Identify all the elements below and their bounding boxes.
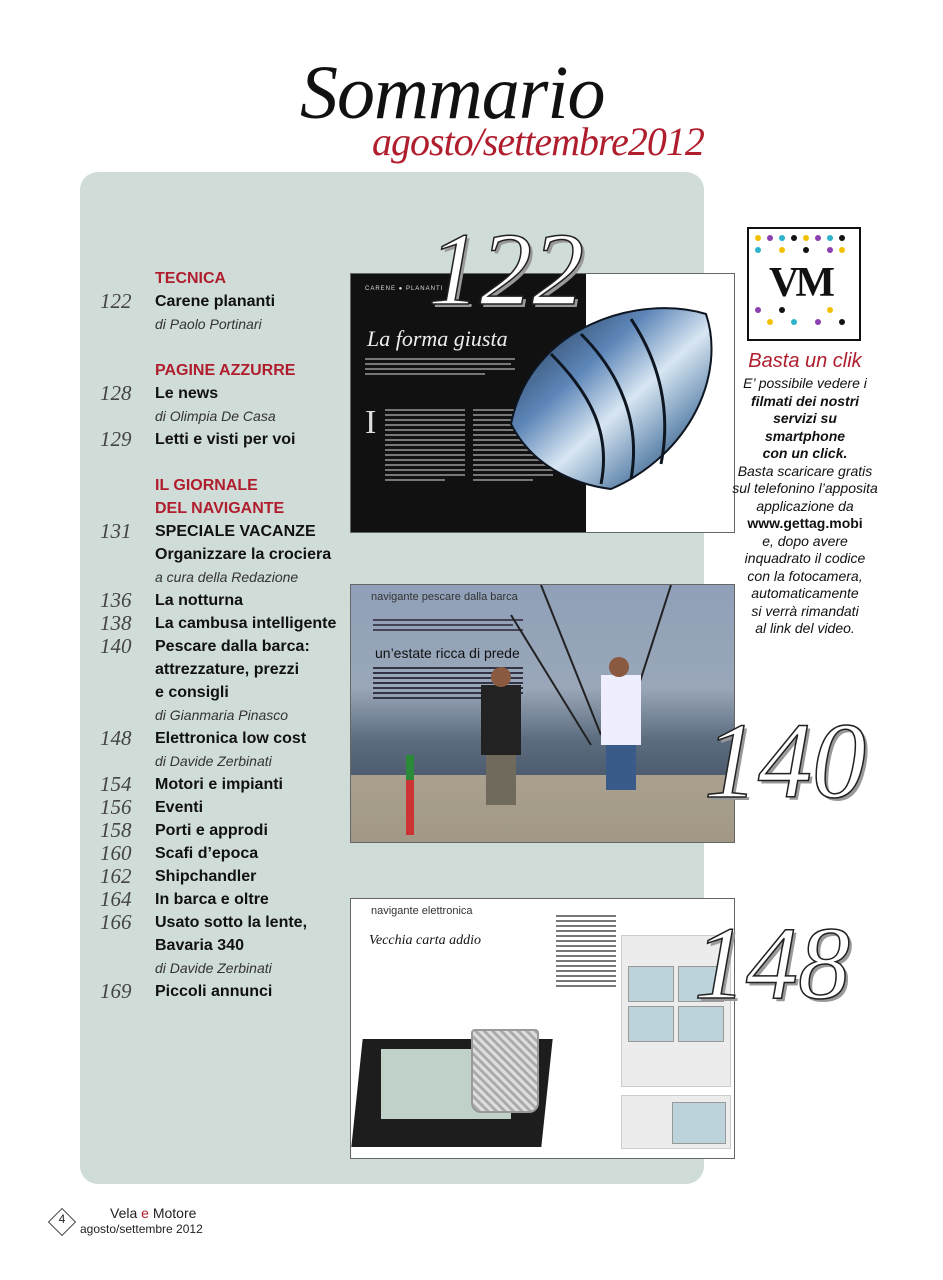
toc-page-number: 164	[100, 887, 132, 911]
promo-link[interactable]: www.gettag.mobi	[747, 515, 863, 531]
toc-author: a cura della Redazione	[155, 569, 299, 585]
toc-item-line2[interactable]: attrezzature, prezzi	[155, 661, 300, 678]
toc-item[interactable]: Pescare dalla barca:	[155, 638, 310, 655]
toc-author: di Gianmaria Pinasco	[155, 707, 289, 723]
promo-line: automaticamente	[751, 585, 859, 601]
sidebar-box	[621, 1095, 731, 1149]
thumb-column	[385, 409, 485, 484]
wastebasket-image	[471, 1029, 539, 1113]
toc-item[interactable]: La notturna	[155, 592, 243, 609]
toc-page-number: 128	[100, 381, 132, 405]
toc-page-number: 158	[100, 818, 132, 842]
toc-page-number: 162	[100, 864, 132, 888]
qr-code[interactable]	[747, 227, 861, 341]
toc-item[interactable]: Le news	[155, 385, 219, 402]
toc-page-number: 154	[100, 772, 132, 796]
toc-author: di Olimpia De Casa	[155, 408, 276, 424]
thumb-header: CARENE ● PLANANTI	[365, 286, 444, 292]
promo-line: inquadrato il codice	[744, 550, 866, 566]
promo-line: Basta scaricare gratis	[737, 462, 873, 479]
promo-line: al link del video.	[755, 620, 855, 636]
promo-line: si verrà rimandati	[751, 602, 859, 619]
toc-page-number: 140	[100, 634, 132, 658]
section-giornale: IL GIORNALE	[155, 477, 258, 494]
toc-item[interactable]: SPECIALE VACANZE	[155, 523, 316, 540]
folio-number: 4	[58, 1212, 66, 1226]
toc-item[interactable]: Carene plananti	[155, 293, 276, 310]
toc-page-number: 131	[100, 519, 132, 543]
page-number-122: 122	[428, 212, 584, 327]
promo-line: con la fotocamera,	[747, 567, 863, 584]
promo-block	[730, 350, 880, 638]
magazine-brand	[110, 1205, 196, 1221]
toc-item[interactable]: Motori e impianti	[155, 776, 283, 793]
toc-page-number: 138	[100, 611, 132, 635]
brand-word: Vela	[110, 1205, 138, 1221]
toc-page-number: 148	[100, 726, 132, 750]
promo-line: servizi su	[773, 410, 837, 426]
vm-logo: VM	[769, 260, 831, 306]
toc-item[interactable]: Letti e visti per voi	[155, 431, 296, 448]
promo-line: smartphone	[764, 427, 846, 444]
article-thumb-pesca[interactable]	[350, 584, 735, 843]
promo-line: e, dopo avere	[762, 532, 848, 549]
toc-item[interactable]: Usato sotto la lente,	[155, 914, 308, 931]
toc-item[interactable]: In barca e oltre	[155, 891, 269, 908]
promo-line: applicazione da	[756, 497, 854, 514]
toc-page-number: 169	[100, 979, 132, 1003]
toc-item[interactable]: Piccoli annunci	[155, 983, 273, 1000]
article-thumb-elettronica[interactable]	[350, 898, 735, 1159]
toc-page-number: 160	[100, 841, 132, 865]
thumb-header: navigante elettronica	[371, 905, 473, 917]
toc-page-number: 156	[100, 795, 132, 819]
issue-date: agosto/settembre 2012	[80, 1222, 203, 1236]
toc-item[interactable]: Elettronica low cost	[155, 730, 307, 747]
promo-line: con un click.	[762, 445, 848, 461]
toc-author: di Davide Zerbinati	[155, 960, 272, 976]
toc-item[interactable]: Porti e approdi	[155, 822, 268, 839]
page-number-140: 140	[704, 702, 866, 821]
promo-line: filmati dei nostri	[750, 392, 860, 409]
thumb-heading: La forma giusta	[367, 326, 508, 351]
promo-heading: Basta un clik	[748, 350, 862, 372]
fishermen-image	[351, 585, 734, 842]
promo-line: sul telefonino l’apposita	[732, 480, 878, 496]
brand-word: e	[141, 1205, 149, 1221]
toc-author: di Davide Zerbinati	[155, 753, 272, 769]
toc-page-number: 129	[100, 427, 132, 451]
section-pagine-azzurre: PAGINE AZZURRE	[155, 362, 296, 379]
toc-item[interactable]: La cambusa intelligente	[155, 615, 337, 632]
toc-author: di Paolo Portinari	[155, 316, 262, 332]
toc-item[interactable]: Eventi	[155, 799, 204, 816]
toc-page-number: 166	[100, 910, 132, 934]
toc-item[interactable]: Scafi d’epoca	[155, 845, 259, 862]
page-title: Sommario	[300, 51, 605, 135]
toc-item-line3[interactable]: e consigli	[155, 684, 229, 701]
toc-page-number: 136	[100, 588, 132, 612]
toc-page-number: 122	[100, 289, 132, 313]
page-subtitle: agosto/settembre2012	[372, 119, 704, 164]
thumb-heading: un’estate ricca di prede	[375, 645, 520, 661]
section-giornale-line2: DEL NAVIGANTE	[155, 500, 285, 517]
thumb-heading: Vecchia carta addio	[369, 933, 481, 948]
toc-item[interactable]: Shipchandler	[155, 868, 257, 885]
thumb-header: navigante pescare dalla barca	[371, 591, 518, 603]
section-tecnica: TECNICA	[155, 270, 227, 287]
toc-item-line2[interactable]: Bavaria 340	[155, 937, 244, 954]
page-number-148: 148	[694, 906, 850, 1021]
brand-word: Motore	[152, 1205, 197, 1221]
promo-line: E’ possibile vedere i	[743, 375, 867, 391]
dropcap: I	[365, 404, 377, 441]
toc-item-line2[interactable]: Organizzare la crociera	[155, 546, 332, 563]
